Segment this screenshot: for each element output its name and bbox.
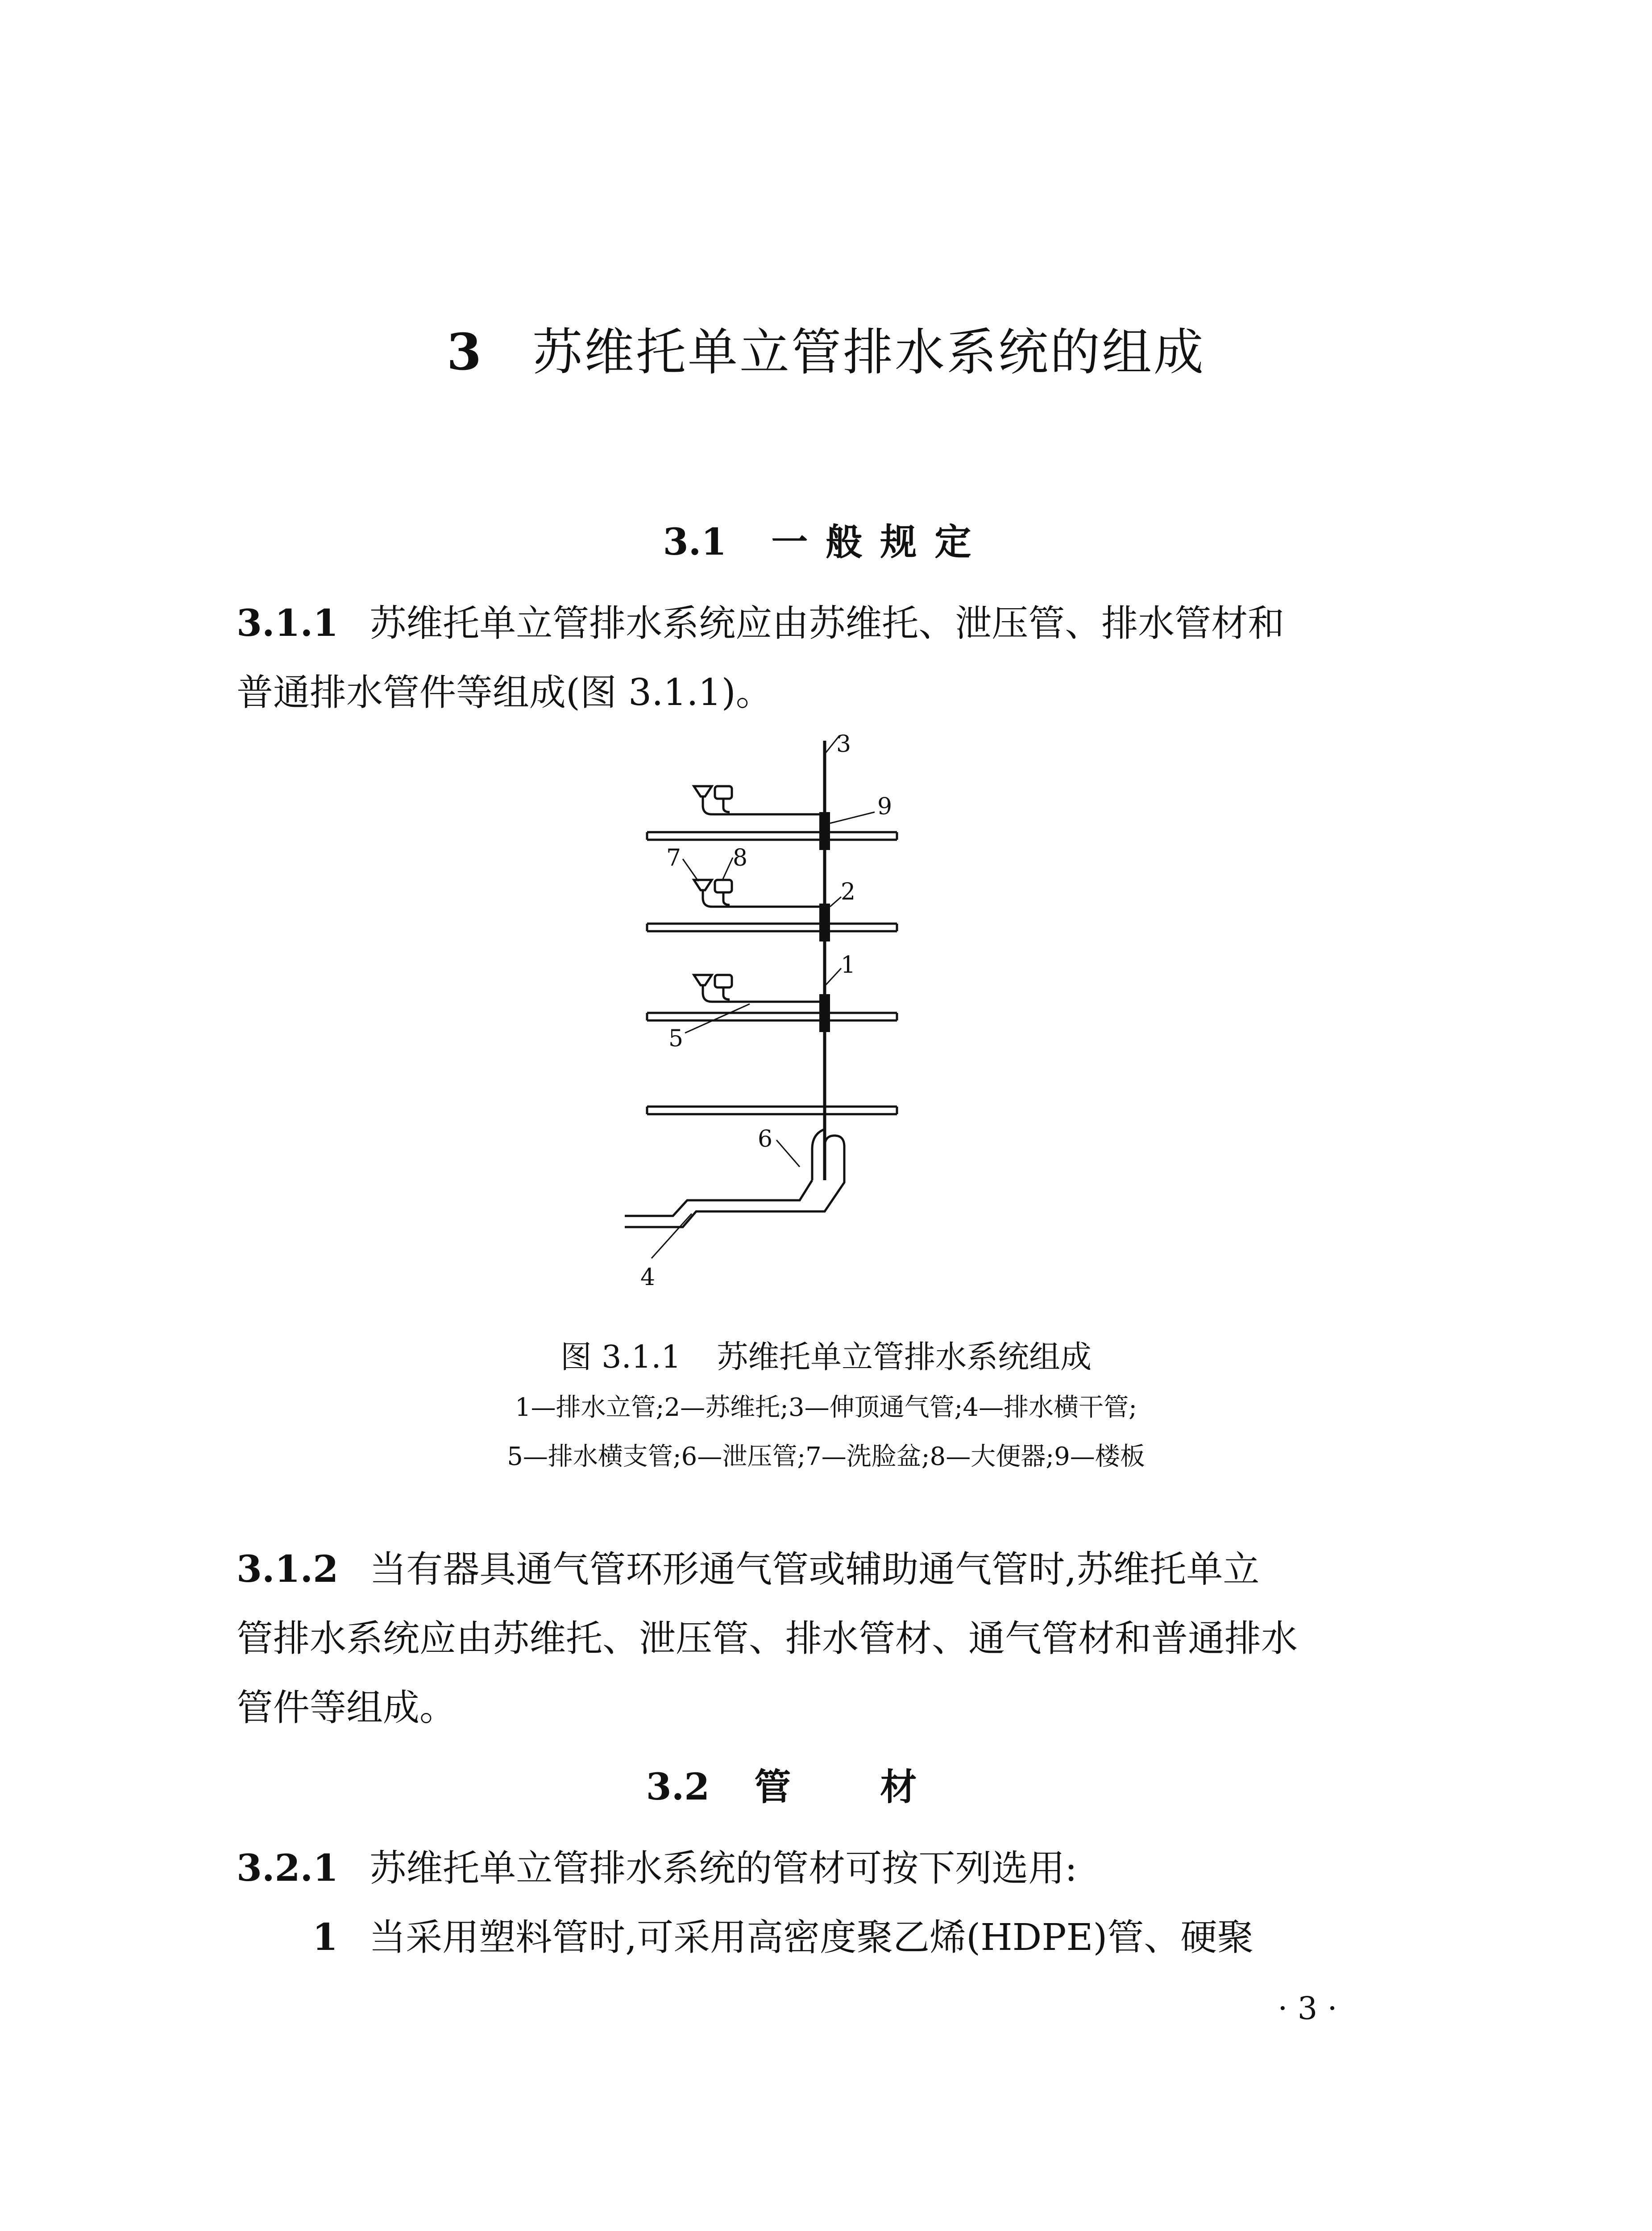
clause-number: 3.2.1	[237, 1847, 339, 1890]
figure-3-1-1	[616, 732, 928, 1312]
leader-line-4	[652, 1214, 692, 1258]
leader-line-6	[776, 1140, 800, 1167]
leader-line-1	[825, 968, 841, 986]
clause-text: 当有器具通气管环形通气管或辅助通气管时,苏维托单立	[369, 1548, 1260, 1591]
toilet-icon	[715, 786, 732, 799]
clause-number: 3.1.1	[237, 602, 339, 645]
leader-line-7	[683, 859, 698, 881]
drainage-system-diagram	[616, 732, 928, 1312]
chapter-heading	[0, 312, 1652, 384]
leader-line-2	[830, 897, 841, 907]
clause-3-1-1	[237, 589, 1379, 727]
floor-slab-1	[647, 832, 897, 840]
sovent-fitting-2	[819, 904, 830, 941]
clause-3-2-1	[237, 1834, 1379, 1903]
washbasin-icon	[694, 975, 712, 985]
branch-pipe	[703, 805, 819, 814]
figure-label-6: 6	[758, 1126, 773, 1153]
section-number: 3.1	[663, 521, 727, 564]
leader-line-5	[685, 1004, 750, 1033]
figure-label-5: 5	[668, 1025, 684, 1052]
section-title: 一般规定	[771, 521, 989, 564]
list-item-1	[312, 1903, 1383, 1972]
clause-number: 3.1.2	[237, 1548, 339, 1591]
clause-text-continued: 管件等组成。	[237, 1687, 457, 1729]
figure-label-1: 1	[841, 952, 856, 979]
clause-3-1-2	[237, 1535, 1379, 1742]
clause-text: 苏维托单立管排水系统应由苏维托、泄压管、排水管材和	[369, 602, 1285, 645]
sovent-fitting-3	[819, 994, 830, 1032]
figure-label-3: 3	[836, 732, 851, 758]
fixtures-floor-1	[694, 786, 819, 814]
sovent-fitting-1	[819, 812, 830, 850]
figure-label-9: 9	[877, 793, 892, 820]
figure-legend-line-2: 5—排水横支管;6—泄压管;7—洗脸盆;8—大便器;9—楼板	[507, 1442, 1145, 1471]
washbasin-icon	[694, 786, 712, 796]
list-item-number: 1	[312, 1916, 338, 1959]
toilet-icon	[715, 975, 732, 987]
floor-slab-2	[647, 924, 897, 931]
section-title: 管材	[754, 1766, 1006, 1808]
figure-caption	[0, 1332, 1652, 1377]
figure-caption-number: 图 3.1.1	[560, 1339, 681, 1375]
figure-label-2: 2	[841, 879, 856, 905]
figure-label-4: 4	[640, 1264, 656, 1291]
figure-caption-title: 苏维托单立管排水系统组成	[717, 1339, 1092, 1375]
list-item-text: 当采用塑料管时,可采用高密度聚乙烯(HDPE)管、硬聚	[369, 1916, 1254, 1959]
figure-label-7: 7	[666, 845, 681, 871]
chapter-title: 苏维托单立管排水系统的组成	[532, 323, 1205, 382]
washbasin-icon	[694, 880, 712, 890]
floor-slab-3	[647, 1013, 897, 1020]
clause-text: 苏维托单立管排水系统的管材可按下列选用:	[369, 1847, 1077, 1890]
section-number: 3.2	[646, 1766, 710, 1808]
fixtures-floor-2	[694, 880, 819, 907]
page-number: · 3 ·	[1278, 1990, 1337, 2027]
branch-pipe	[703, 898, 819, 907]
fixtures-floor-3	[694, 975, 819, 1002]
leader-line-8	[723, 858, 733, 879]
floor-slab-4	[647, 1107, 897, 1114]
figure-label-8: 8	[733, 845, 748, 871]
branch-pipe	[703, 993, 819, 1002]
clause-text-continued: 普通排水管件等组成(图 3.1.1)。	[237, 672, 772, 714]
section-heading-3-1	[0, 513, 1652, 565]
leader-line-9	[830, 812, 875, 823]
clause-text-continued: 管排水系统应由苏维托、泄压管、排水管材、通气管材和普通排水	[237, 1617, 1298, 1660]
figure-legend-line-1: 1—排水立管;2—苏维托;3—伸顶通气管;4—排水横干管;	[515, 1393, 1137, 1422]
chapter-number: 3	[447, 323, 483, 382]
section-heading-3-2	[0, 1758, 1652, 1810]
toilet-icon	[715, 880, 732, 892]
